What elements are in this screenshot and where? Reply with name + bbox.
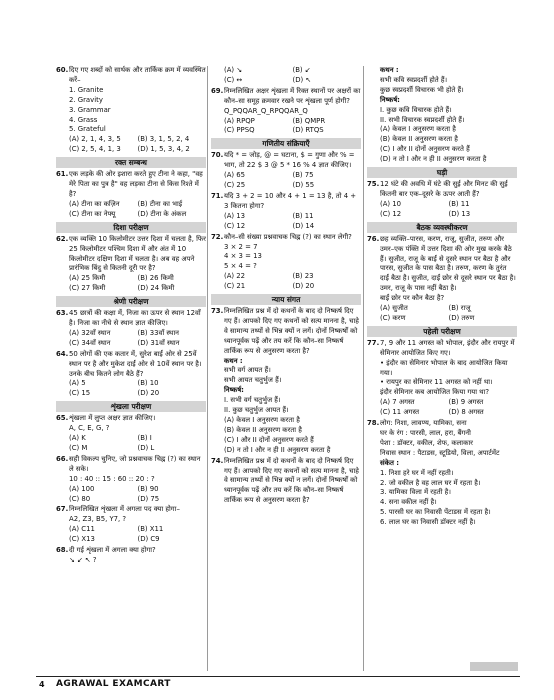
question-text: शृंखला में लुप्त अक्षर ज्ञात कीजिए। xyxy=(69,414,156,423)
question-head xyxy=(56,66,206,86)
answer-option: (D) टीना के अंकल xyxy=(137,209,187,218)
conclusion-label: संकेत : xyxy=(380,458,400,467)
question-text: निम्नलिखित अक्षर शृंखला में रिक्त स्थानों पर अक्षरों का कौन–सा समूह क्रमवार रखने पर शृंखला पूर्ण होगी? xyxy=(224,86,361,105)
answer-option: (A) 7 अगस्त xyxy=(380,398,415,407)
answer-option: (C) 15 xyxy=(69,389,91,398)
question-text: छह व्यक्ति–पारस, करण, राजू, सुजीत, तरुण और उमर–एक पंक्ति में उत्तर दिशा की ओर मुख करके बैठे हैं। सुजीत, राजू के बाईं से दूसरे स्थान पर बैठा है और पारस, सुजीत के पास बैठा है। तरुण, करण के तुरंत दाईं बैठा है। सुजीत, दाईं छोर से दूसरे स्थान पर बैठा है। उमर, राजू के पास नहीं बैठा है। xyxy=(380,234,516,293)
question-line: (C) I और II दोनों अनुसरण करते हैं xyxy=(380,145,470,154)
question-text: निम्नलिखित प्रश्न में दो कथनों के बाद दो निष्कर्ष दिए गए हैं। आपको दिए गए कथनों को सत्य मानना है, चाहे वे सामान्य तथ्यों से भिन्न क्यों न लगें। दोनों निष्कर्षों को ध्यानपूर्वक पढ़ें और तय करें कि कौन–सा निष्कर्ष तार्किक रूप से अनुसरण करता है? xyxy=(224,307,359,355)
question-line: 6. लाल घर का निवासी डॉक्टर नहीं है। xyxy=(380,518,476,527)
answer-option: (B) 23 xyxy=(292,272,314,281)
question-block xyxy=(367,235,517,324)
answer-option: (B) राजू xyxy=(448,304,471,313)
question-line: 2. Gravity xyxy=(69,95,103,104)
question-block xyxy=(56,235,206,294)
answer-option: (A) 32वाँ स्थान xyxy=(69,328,111,337)
conclusion-label: निष्कर्ष: xyxy=(380,95,400,104)
question-number: 63. xyxy=(56,309,69,318)
statement-label: कथन : xyxy=(380,66,399,74)
question-number: 69. xyxy=(211,86,224,95)
question-head xyxy=(56,350,206,380)
answer-option: (A) ↘ xyxy=(224,66,243,74)
question-line: सभी आयत चतुर्भुज हैं। xyxy=(224,376,282,385)
question-block xyxy=(211,87,361,137)
question-block xyxy=(56,66,206,155)
section-heading: श्रेणी परीक्षण xyxy=(56,296,206,307)
question-number: 73. xyxy=(211,307,224,316)
question-number: 68. xyxy=(56,546,69,555)
question-block xyxy=(211,151,361,191)
answer-option: (A) 65 xyxy=(224,171,246,180)
brand-name: AGRAWAL EXAMCART xyxy=(56,679,171,689)
answer-option: (B) 33वाँ स्थान xyxy=(137,328,179,337)
question-number: 78. xyxy=(367,419,380,428)
question-text: दिए गए शब्दों को सार्थक और तार्किक क्रम में व्यवस्थित करें– xyxy=(69,66,206,84)
section-heading: गणितीय संक्रियाएँ xyxy=(211,138,361,149)
question-head xyxy=(56,309,206,329)
answer-options xyxy=(211,212,361,232)
question-line: A, C, E, G, ? xyxy=(69,424,110,433)
question-text: कौन–सी संख्या प्रश्नवाचक चिह्न (?) का स्थान लेगी? xyxy=(224,232,352,241)
answer-options xyxy=(56,200,206,220)
answer-option: (D) 20 xyxy=(137,389,160,398)
question-head xyxy=(56,235,206,275)
question-block xyxy=(367,419,517,528)
question-block xyxy=(367,180,517,220)
answer-option: (A) C11 xyxy=(69,525,95,534)
question-number: 62. xyxy=(56,234,69,243)
question-line: (D) न तो I और न ही II अनुसरण करता है xyxy=(380,155,487,164)
question-head xyxy=(211,457,361,507)
question-block xyxy=(211,233,361,292)
answer-option: (A) 2, 1, 4, 3, 5 xyxy=(69,135,121,144)
answer-option: (A) टीना का कज़िन xyxy=(69,199,120,208)
answer-option: (B) I xyxy=(137,434,152,443)
question-text: लोग: निशा, लावण्य, यामिका, सना xyxy=(380,419,467,428)
answer-option: (A) 100 xyxy=(69,484,95,493)
question-head xyxy=(211,233,361,243)
question-line: बाईं छोर पर कौन बैठा है? xyxy=(380,294,445,303)
column-right xyxy=(367,66,517,529)
question-text: सही विकल्प चुनिए, जो प्रश्नवाचक चिह्न (?) का स्थान ले सके। xyxy=(69,454,201,473)
answer-option: (C) 25 xyxy=(224,181,246,190)
answer-options xyxy=(367,398,517,418)
column-divider xyxy=(363,66,364,671)
question-line: II. कुछ चतुर्भुज आयत हैं। xyxy=(224,406,289,415)
section-heading: रक्त सम्बन्ध xyxy=(56,157,206,168)
answer-options xyxy=(211,171,361,191)
question-line: (A) केवल I अनुसरण करता है xyxy=(380,125,456,134)
section-heading: पहेली परीक्षण xyxy=(367,326,517,337)
answer-option: (B) 90 xyxy=(137,484,159,493)
question-line: • रायपुर का सेमिनार 11 अगस्त को नहीं था। xyxy=(380,378,493,387)
answer-option: (B) QMPR xyxy=(292,116,326,125)
answer-options xyxy=(56,434,206,454)
answer-option: (D) 75 xyxy=(137,494,160,503)
answer-options xyxy=(56,135,206,155)
answer-option: (D) 24 किमी xyxy=(137,284,175,293)
answer-option: (D) ↖ xyxy=(292,75,312,84)
question-line: 10 : 40 :: 15 : 60 :: 20 : ? xyxy=(69,474,155,483)
question-line: Q_PQQAR_Q_RPQQAR_Q xyxy=(224,106,308,115)
answer-option: (B) 11 xyxy=(292,211,314,220)
answer-option: (D) L xyxy=(137,444,155,452)
section-heading: घड़ी xyxy=(367,167,517,178)
question-text: एक लड़के की ओर इशारा करते हुए टीना ने कहा, "वह मेरे पिता का पुत्र है" वह लड़का टीना से किस रिश्ते में है? xyxy=(69,170,203,198)
answer-option: (D) 14 xyxy=(292,221,315,230)
answer-option: (C) 12 xyxy=(224,221,246,230)
answer-option: (D) 1, 5, 3, 4, 2 xyxy=(137,145,190,154)
question-number: 71. xyxy=(211,191,224,200)
question-head xyxy=(211,151,361,171)
question-text: निम्नलिखित प्रश्न में दो कथनों के बाद दो निष्कर्ष दिए गए हैं। आपको दिए गए कथनों को सत्य मानना है, चाहे वे सामान्य तथ्यों से भिन्न क्यों न लगें। दोनों निष्कर्षों को ध्यानपूर्वक पढ़ें और तय करें कि कौन–सा निष्कर्ष तार्किक रूप से अनुसरण करता है? xyxy=(224,456,359,505)
question-head xyxy=(367,235,517,294)
question-line: 3. Grammar xyxy=(69,105,111,114)
answer-option: (A) 25 किमी xyxy=(69,274,106,283)
question-line: 3 × 2 = 7 xyxy=(224,242,258,251)
section-heading: दिशा परीक्षण xyxy=(56,222,206,233)
answer-option: (D) 55 xyxy=(292,181,315,190)
answer-option: (A) K xyxy=(69,434,86,443)
answer-option: (C) X13 xyxy=(69,535,95,544)
answer-option: (C) M xyxy=(69,444,88,452)
answer-option: (C) 21 xyxy=(224,282,246,291)
question-line: 5. Grateful xyxy=(69,125,106,134)
question-number: 67. xyxy=(56,505,69,514)
question-head xyxy=(211,192,361,212)
answer-option: (C) PPSQ xyxy=(224,126,255,135)
answer-option: (D) 8 अगस्त xyxy=(448,408,484,417)
answer-option: (C) करण xyxy=(380,313,406,322)
question-line: 3. यामिका विला में रहती है। xyxy=(380,488,451,497)
question-line: I. कुछ कवि विचारक होते हैं। xyxy=(380,105,452,114)
question-head xyxy=(56,170,206,200)
question-block xyxy=(211,457,361,507)
footer-rule xyxy=(36,676,520,677)
question-head xyxy=(56,455,206,475)
answer-option: (B) 11 xyxy=(448,199,470,208)
question-number: 77. xyxy=(367,338,380,347)
question-head xyxy=(211,307,361,357)
question-block xyxy=(56,170,206,220)
question-text: निम्नलिखित शृंखला में अगला पद क्या होगा– xyxy=(69,505,180,514)
answer-option: (B) ↙ xyxy=(292,66,311,74)
answer-option: (C) 27 किमी xyxy=(69,284,106,293)
question-block xyxy=(56,455,206,505)
question-text: 50 लोगों की एक कतार में, सुरेश बाईं ओर से 25वें स्थान पर है और मुकेश दाईं ओर से 10वें स्थान पर है। उनके बीच कितने लोग बैठे हैं? xyxy=(69,349,202,378)
page-footer xyxy=(0,676,554,694)
answer-option: (D) RTQS xyxy=(292,126,324,135)
answer-options xyxy=(56,485,206,505)
answer-option: (B) टीना का भाई xyxy=(137,199,183,208)
answer-option: (A) 5 xyxy=(69,379,86,388)
question-line: A2, Z3, B5, Y7, ? xyxy=(69,515,127,524)
question-text: एक व्यक्ति 10 किलोमीटर उत्तर दिशा में चलता है, फिर 25 किलोमीटर पश्चिम दिशा में और अंत में 10 किलोमीटर दक्षिण दिशा में चलता है। अब वह अपने प्रारंभिक बिंदु से कितनी दूरी पर है? xyxy=(69,234,206,273)
answer-option: (C) 34वाँ स्थान xyxy=(69,338,111,347)
answer-option: (C) टीना का नेफ्यू xyxy=(69,209,116,218)
question-number: 70. xyxy=(211,151,224,160)
answer-option: (C) 11 अगस्त xyxy=(380,408,420,417)
question-number: 65. xyxy=(56,414,69,423)
answer-options xyxy=(367,304,517,324)
answer-options xyxy=(56,379,206,399)
answer-option: (D) C9 xyxy=(137,535,160,544)
question-line: सभी वर्ग आयत हैं। xyxy=(224,366,271,375)
question-number: 76. xyxy=(367,234,380,243)
answer-option: (D) 31वाँ स्थान xyxy=(137,338,180,347)
answer-option: (A) 22 xyxy=(224,272,246,281)
answer-option: (B) 9 अगस्त xyxy=(448,398,484,407)
question-line: ↘ ↙ ↖ ? xyxy=(69,555,97,564)
column-left xyxy=(56,66,206,567)
question-block xyxy=(367,339,517,418)
question-block xyxy=(211,307,361,456)
publisher-badge xyxy=(470,662,518,671)
question-text: 7, 9 और 11 अगस्त को भोपाल, इंदौर और रायपुर में सेमिनार आयोजित किए गए। xyxy=(380,338,515,357)
question-line: II. सभी विचारक स्वप्नदर्शी होते हैं। xyxy=(380,115,465,124)
question-block xyxy=(367,66,517,165)
page-number: 4 xyxy=(39,680,45,689)
question-block xyxy=(56,505,206,545)
question-number: 64. xyxy=(56,349,69,358)
question-line: 4. सना वकील नहीं है। xyxy=(380,498,437,507)
question-block xyxy=(56,309,206,349)
answer-option: (D) 20 xyxy=(292,282,315,291)
conclusion-label: निष्कर्ष: xyxy=(224,386,244,395)
question-line: • इंदौर का सेमिनार भोपाल के बाद आयोजित किया गया। xyxy=(380,358,508,377)
answer-option: (B) 26 किमी xyxy=(137,274,174,283)
question-head xyxy=(56,546,206,556)
question-line: (C) I और II दोनों अनुसरण करते हैं xyxy=(224,435,314,444)
question-block xyxy=(56,414,206,454)
answer-option: (D) 13 xyxy=(448,209,471,218)
question-head xyxy=(367,419,517,429)
answer-option: (C) 80 xyxy=(69,494,91,503)
question-line: 1. Granite xyxy=(69,85,104,94)
answer-option: (C) 2, 5, 4, 1, 3 xyxy=(69,145,121,154)
answer-options xyxy=(56,525,206,545)
question-head xyxy=(367,180,517,200)
answer-option: (D) तरुण xyxy=(448,313,475,322)
answer-options xyxy=(211,272,361,292)
question-block xyxy=(56,546,206,566)
statement-label: कथन : xyxy=(224,356,243,365)
question-line: 4. Grass xyxy=(69,115,98,124)
answer-options xyxy=(367,200,517,220)
question-line: निवास स्थान : पैटाडस, स्टूडियो, विला, अपार्टमेंट xyxy=(380,448,500,457)
question-number: 74. xyxy=(211,456,224,465)
question-line: (B) केवल II अनुसरण करता है xyxy=(380,135,458,144)
question-head xyxy=(211,87,361,107)
question-line: 1. निशा हरे घर में नहीं रहती। xyxy=(380,468,454,477)
question-head xyxy=(56,505,206,515)
question-head xyxy=(367,339,517,359)
section-heading: न्याय संगत xyxy=(211,294,361,305)
question-head xyxy=(56,414,206,424)
question-line: I. सभी वर्ग चतुर्भुज हैं। xyxy=(224,396,281,405)
question-line: (A) केवल I अनुसरण करता है xyxy=(224,416,300,424)
question-block xyxy=(56,350,206,400)
question-line: 4 × 3 = 13 xyxy=(224,252,262,261)
question-text: यदि * = जोड़, @ = घटाना, $ = गुणा और % = भाग, तो 22 $ 3 @ 5 * 16 % 4 ज्ञात कीजिए। xyxy=(224,151,355,170)
question-line: (B) केवल II अनुसरण करता है xyxy=(224,425,302,434)
question-text: यदि 3 + 2 = 10 और 4 + 1 = 13 है, तो 4 + 3 कितना होगा? xyxy=(224,191,357,210)
question-text: दी गई शृंखला में अगला क्या होगा? xyxy=(69,546,156,555)
answer-option: (A) 13 xyxy=(224,211,246,220)
question-number: 66. xyxy=(56,454,69,463)
answer-options xyxy=(211,117,361,137)
question-line: सभी कवि स्वप्नदर्शी होते हैं। xyxy=(380,75,448,84)
answer-option: (B) 3, 1, 5, 2, 4 xyxy=(137,135,190,144)
answer-option: (B) X11 xyxy=(137,525,164,534)
column-middle xyxy=(211,66,361,507)
answer-options xyxy=(56,329,206,349)
answer-option: (C) ↔ xyxy=(224,75,243,84)
question-block xyxy=(211,66,361,86)
question-number: 60. xyxy=(56,66,69,74)
question-line: 5 × 4 = ? xyxy=(224,262,257,271)
question-text: 45 छात्रों की कक्षा में, निजा का ऊपर से स्थान 12वाँ है। निजा का नीचे से स्थान ज्ञात कीजिए। xyxy=(69,309,201,328)
answer-option: (C) 12 xyxy=(380,209,402,218)
answer-options xyxy=(56,274,206,294)
question-line: घर के रंग : पारसी, लाल, हरा, बैंगनी xyxy=(380,429,471,437)
question-number: 75. xyxy=(367,180,380,189)
question-number: 72. xyxy=(211,232,224,241)
answer-option: (A) सुजीत xyxy=(380,304,408,313)
answer-option: (A) RPQP xyxy=(224,116,255,125)
question-line: इंदौर सेमिनार कब आयोजित किया गया था? xyxy=(380,388,490,397)
question-line: पेशा : डॉक्टर, वकील, शेफ, कलाकार xyxy=(380,438,473,447)
question-block xyxy=(211,192,361,232)
column-divider xyxy=(207,66,208,671)
answer-option: (B) 75 xyxy=(292,171,314,180)
question-line: (D) न तो I और न ही II अनुसरण करता है xyxy=(224,445,331,454)
question-text: 12 घंटे की अवधि में घंटे की सुई और मिनट की सुई कितनी बार एक–दूसरे के ऊपर आती हैं? xyxy=(380,180,508,198)
section-heading: शृंखला परीक्षण xyxy=(56,401,206,412)
question-line: 2. जो वकील है वह लाल घर में रहता है। xyxy=(380,478,481,487)
answer-option: (B) 10 xyxy=(137,379,159,388)
question-line: कुछ स्वप्नदर्शी विचारक भी होते हैं। xyxy=(380,85,464,94)
question-line: 5. पारसी घर का निवासी पेंटाडस में रहता है। xyxy=(380,508,491,517)
answer-options xyxy=(211,66,361,86)
answer-option: (A) 10 xyxy=(380,199,402,208)
section-heading: बैठक व्यवस्थीकरण xyxy=(367,222,517,233)
question-number: 61. xyxy=(56,170,69,179)
